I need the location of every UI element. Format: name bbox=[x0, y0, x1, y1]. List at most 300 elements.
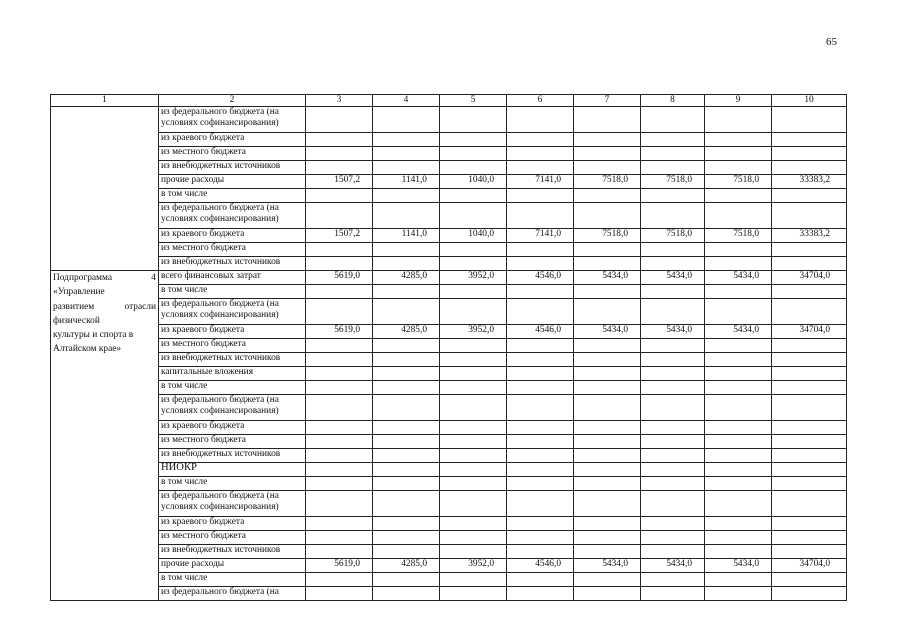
value-cell bbox=[306, 491, 373, 517]
value-cell: 7518,0 bbox=[574, 229, 641, 243]
value-cell: 1141,0 bbox=[373, 229, 440, 243]
value-cell bbox=[306, 203, 373, 229]
row-label: из местного бюджета bbox=[159, 531, 306, 545]
table-row bbox=[51, 573, 847, 587]
value-cell bbox=[705, 545, 772, 559]
value-cell: 3952,0 bbox=[440, 325, 507, 339]
table-row bbox=[51, 353, 847, 367]
value-cell bbox=[373, 545, 440, 559]
value-cell bbox=[641, 395, 705, 421]
value-cell bbox=[440, 381, 507, 395]
value-cell bbox=[373, 243, 440, 257]
value-cell bbox=[507, 545, 574, 559]
value-cell bbox=[440, 203, 507, 229]
value-cell bbox=[705, 491, 772, 517]
value-cell bbox=[373, 189, 440, 203]
row-label: в том числе bbox=[159, 573, 306, 587]
value-cell: 1141,0 bbox=[373, 175, 440, 189]
value-cell bbox=[440, 573, 507, 587]
value-cell bbox=[705, 161, 772, 175]
value-cell bbox=[373, 299, 440, 325]
value-cell: 34704,0 bbox=[772, 271, 847, 285]
value-cell bbox=[306, 339, 373, 353]
page-number: 65 bbox=[826, 36, 837, 48]
value-cell bbox=[574, 285, 641, 299]
value-cell bbox=[306, 477, 373, 491]
value-cell bbox=[306, 107, 373, 133]
value-cell bbox=[641, 449, 705, 463]
value-cell: 33383,2 bbox=[772, 175, 847, 189]
table-row bbox=[51, 299, 847, 325]
value-cell bbox=[574, 147, 641, 161]
value-cell bbox=[705, 107, 772, 133]
table-row bbox=[51, 325, 847, 339]
table-row bbox=[51, 285, 847, 299]
value-cell: 4546,0 bbox=[507, 559, 574, 573]
value-cell bbox=[440, 463, 507, 477]
value-cell bbox=[705, 257, 772, 271]
value-cell bbox=[373, 339, 440, 353]
value-cell bbox=[507, 203, 574, 229]
value-cell bbox=[306, 367, 373, 381]
value-cell: 1507,2 bbox=[306, 175, 373, 189]
value-cell bbox=[641, 545, 705, 559]
row-label: в том числе bbox=[159, 477, 306, 491]
value-cell bbox=[574, 367, 641, 381]
value-cell bbox=[440, 257, 507, 271]
value-cell bbox=[641, 257, 705, 271]
value-cell bbox=[507, 517, 574, 531]
value-cell: 5619,0 bbox=[306, 325, 373, 339]
value-cell bbox=[306, 463, 373, 477]
column-header-1: 1 bbox=[51, 95, 159, 107]
value-cell bbox=[373, 395, 440, 421]
value-cell bbox=[574, 517, 641, 531]
value-cell bbox=[440, 587, 507, 601]
value-cell bbox=[306, 449, 373, 463]
value-cell bbox=[306, 257, 373, 271]
value-cell bbox=[373, 435, 440, 449]
value-cell bbox=[574, 161, 641, 175]
column-header-3: 3 bbox=[306, 95, 373, 107]
table-row bbox=[51, 107, 847, 133]
value-cell bbox=[507, 367, 574, 381]
table-row bbox=[51, 339, 847, 353]
value-cell bbox=[772, 147, 847, 161]
table-row bbox=[51, 161, 847, 175]
value-cell: 5434,0 bbox=[641, 325, 705, 339]
value-cell: 4285,0 bbox=[373, 271, 440, 285]
table-row bbox=[51, 421, 847, 435]
value-cell: 34704,0 bbox=[772, 559, 847, 573]
subprogram-title-line: «Управление bbox=[53, 287, 105, 298]
value-cell bbox=[641, 477, 705, 491]
value-cell bbox=[440, 491, 507, 517]
value-cell bbox=[373, 161, 440, 175]
value-cell bbox=[440, 477, 507, 491]
table-row bbox=[51, 545, 847, 559]
value-cell bbox=[507, 353, 574, 367]
column-header-4: 4 bbox=[373, 95, 440, 107]
value-cell bbox=[705, 477, 772, 491]
value-cell bbox=[373, 573, 440, 587]
value-cell bbox=[373, 587, 440, 601]
value-cell bbox=[507, 299, 574, 325]
value-cell bbox=[373, 449, 440, 463]
value-cell bbox=[373, 203, 440, 229]
value-cell bbox=[440, 395, 507, 421]
value-cell bbox=[306, 147, 373, 161]
row-label: из краевого бюджета bbox=[159, 421, 306, 435]
value-cell: 4285,0 bbox=[373, 325, 440, 339]
table-row bbox=[51, 133, 847, 147]
value-cell bbox=[641, 189, 705, 203]
value-cell bbox=[574, 299, 641, 325]
empty-program-cell bbox=[51, 107, 159, 271]
value-cell bbox=[641, 491, 705, 517]
value-cell bbox=[641, 517, 705, 531]
value-cell: 7518,0 bbox=[705, 229, 772, 243]
value-cell bbox=[507, 243, 574, 257]
value-cell bbox=[373, 367, 440, 381]
value-cell bbox=[574, 395, 641, 421]
value-cell bbox=[440, 449, 507, 463]
value-cell bbox=[507, 395, 574, 421]
value-cell: 5434,0 bbox=[705, 559, 772, 573]
value-cell bbox=[641, 353, 705, 367]
value-cell bbox=[705, 339, 772, 353]
column-header-8: 8 bbox=[641, 95, 705, 107]
value-cell bbox=[507, 463, 574, 477]
column-header-7: 7 bbox=[574, 95, 641, 107]
value-cell: 5619,0 bbox=[306, 559, 373, 573]
value-cell bbox=[574, 257, 641, 271]
value-cell bbox=[705, 189, 772, 203]
table-row bbox=[51, 531, 847, 545]
value-cell bbox=[705, 449, 772, 463]
row-label: капитальные вложения bbox=[159, 367, 306, 381]
value-cell bbox=[641, 367, 705, 381]
value-cell bbox=[507, 449, 574, 463]
value-cell bbox=[772, 381, 847, 395]
value-cell bbox=[772, 517, 847, 531]
value-cell bbox=[373, 477, 440, 491]
value-cell bbox=[641, 107, 705, 133]
table-row bbox=[51, 229, 847, 243]
value-cell bbox=[641, 435, 705, 449]
value-cell bbox=[772, 299, 847, 325]
value-cell bbox=[373, 353, 440, 367]
value-cell bbox=[641, 531, 705, 545]
value-cell bbox=[705, 285, 772, 299]
value-cell bbox=[772, 573, 847, 587]
value-cell: 5434,0 bbox=[705, 271, 772, 285]
value-cell bbox=[440, 189, 507, 203]
value-cell bbox=[373, 517, 440, 531]
value-cell: 7141,0 bbox=[507, 175, 574, 189]
value-cell bbox=[641, 243, 705, 257]
value-cell bbox=[440, 243, 507, 257]
value-cell bbox=[306, 353, 373, 367]
value-cell bbox=[306, 161, 373, 175]
value-cell bbox=[772, 491, 847, 517]
value-cell bbox=[440, 161, 507, 175]
value-cell bbox=[772, 435, 847, 449]
value-cell bbox=[772, 285, 847, 299]
value-cell bbox=[772, 477, 847, 491]
table-row bbox=[51, 449, 847, 463]
row-label: из краевого бюджета bbox=[159, 229, 306, 243]
value-cell bbox=[373, 381, 440, 395]
value-cell bbox=[373, 107, 440, 133]
value-cell bbox=[440, 285, 507, 299]
value-cell bbox=[705, 133, 772, 147]
value-cell: 4546,0 bbox=[507, 271, 574, 285]
row-label: из внебюджетных источников bbox=[159, 257, 306, 271]
value-cell bbox=[440, 299, 507, 325]
table-row bbox=[51, 367, 847, 381]
value-cell bbox=[772, 161, 847, 175]
row-label: в том числе bbox=[159, 189, 306, 203]
value-cell bbox=[507, 573, 574, 587]
value-cell: 5434,0 bbox=[641, 271, 705, 285]
value-cell bbox=[574, 477, 641, 491]
value-cell bbox=[306, 395, 373, 421]
value-cell bbox=[574, 587, 641, 601]
value-cell bbox=[574, 491, 641, 517]
value-cell bbox=[440, 531, 507, 545]
value-cell: 5434,0 bbox=[574, 271, 641, 285]
value-cell bbox=[507, 587, 574, 601]
value-cell bbox=[574, 133, 641, 147]
value-cell bbox=[306, 531, 373, 545]
table-row bbox=[51, 189, 847, 203]
value-cell bbox=[507, 147, 574, 161]
value-cell bbox=[507, 161, 574, 175]
value-cell bbox=[306, 517, 373, 531]
value-cell bbox=[641, 381, 705, 395]
value-cell bbox=[705, 587, 772, 601]
row-label: из внебюджетных источников bbox=[159, 161, 306, 175]
financing-table bbox=[50, 94, 847, 601]
value-cell bbox=[306, 587, 373, 601]
column-header-9: 9 bbox=[705, 95, 772, 107]
table-row bbox=[51, 395, 847, 421]
value-cell bbox=[507, 285, 574, 299]
value-cell: 7141,0 bbox=[507, 229, 574, 243]
value-cell bbox=[574, 545, 641, 559]
value-cell bbox=[705, 147, 772, 161]
value-cell bbox=[705, 353, 772, 367]
value-cell bbox=[507, 133, 574, 147]
subprogram-title-line: физической bbox=[53, 315, 100, 326]
value-cell bbox=[306, 421, 373, 435]
table-row bbox=[51, 243, 847, 257]
value-cell: 4546,0 bbox=[507, 325, 574, 339]
value-cell bbox=[574, 203, 641, 229]
value-cell: 7518,0 bbox=[641, 175, 705, 189]
value-cell bbox=[507, 491, 574, 517]
value-cell bbox=[507, 531, 574, 545]
value-cell bbox=[641, 339, 705, 353]
table-row bbox=[51, 203, 847, 229]
table-row bbox=[51, 147, 847, 161]
row-label: из внебюджетных источников bbox=[159, 545, 306, 559]
value-cell bbox=[705, 299, 772, 325]
row-label: из краевого бюджета bbox=[159, 517, 306, 531]
value-cell: 7518,0 bbox=[641, 229, 705, 243]
table-row bbox=[51, 381, 847, 395]
row-label: прочие расходы bbox=[159, 175, 306, 189]
value-cell bbox=[373, 147, 440, 161]
table-row bbox=[51, 257, 847, 271]
row-label: из федерального бюджета (на условиях софинансирования) bbox=[159, 299, 306, 325]
value-cell bbox=[772, 545, 847, 559]
header-row bbox=[51, 95, 847, 107]
value-cell bbox=[772, 133, 847, 147]
value-cell bbox=[306, 573, 373, 587]
value-cell bbox=[574, 421, 641, 435]
value-cell bbox=[507, 421, 574, 435]
value-cell: 34704,0 bbox=[772, 325, 847, 339]
value-cell: 4285,0 bbox=[373, 559, 440, 573]
subprogram-title-line: Подпрограмма 4 bbox=[53, 273, 156, 283]
value-cell bbox=[574, 339, 641, 353]
value-cell bbox=[373, 257, 440, 271]
value-cell bbox=[507, 339, 574, 353]
value-cell bbox=[641, 133, 705, 147]
value-cell bbox=[440, 353, 507, 367]
row-label: из краевого бюджета bbox=[159, 133, 306, 147]
value-cell bbox=[574, 353, 641, 367]
value-cell bbox=[440, 133, 507, 147]
value-cell bbox=[306, 381, 373, 395]
row-label: из внебюджетных источников bbox=[159, 449, 306, 463]
value-cell bbox=[574, 573, 641, 587]
row-label: из федерального бюджета (на условиях софинансирования) bbox=[159, 491, 306, 517]
value-cell bbox=[373, 531, 440, 545]
value-cell bbox=[574, 463, 641, 477]
value-cell: 5434,0 bbox=[705, 325, 772, 339]
table-row bbox=[51, 477, 847, 491]
row-label: прочие расходы bbox=[159, 559, 306, 573]
value-cell: 7518,0 bbox=[574, 175, 641, 189]
value-cell bbox=[705, 381, 772, 395]
column-header-5: 5 bbox=[440, 95, 507, 107]
row-label: из федерального бюджета (на условиях софинансирования) bbox=[159, 395, 306, 421]
column-header-2: 2 bbox=[159, 95, 306, 107]
value-cell: 33383,2 bbox=[772, 229, 847, 243]
table-row bbox=[51, 517, 847, 531]
row-label: из местного бюджета bbox=[159, 243, 306, 257]
row-label: из внебюджетных источников bbox=[159, 353, 306, 367]
value-cell bbox=[705, 435, 772, 449]
value-cell bbox=[705, 421, 772, 435]
value-cell bbox=[440, 435, 507, 449]
value-cell bbox=[705, 203, 772, 229]
value-cell bbox=[306, 299, 373, 325]
value-cell: 5434,0 bbox=[574, 325, 641, 339]
value-cell bbox=[772, 243, 847, 257]
value-cell bbox=[440, 339, 507, 353]
value-cell bbox=[641, 147, 705, 161]
value-cell bbox=[507, 381, 574, 395]
value-cell: 3952,0 bbox=[440, 559, 507, 573]
value-cell bbox=[306, 189, 373, 203]
value-cell bbox=[772, 421, 847, 435]
value-cell bbox=[373, 491, 440, 517]
value-cell bbox=[772, 587, 847, 601]
value-cell bbox=[772, 107, 847, 133]
value-cell bbox=[574, 243, 641, 257]
value-cell bbox=[705, 367, 772, 381]
value-cell bbox=[574, 189, 641, 203]
row-label: в том числе bbox=[159, 285, 306, 299]
row-label: в том числе bbox=[159, 381, 306, 395]
row-label: из местного бюджета bbox=[159, 339, 306, 353]
row-label: из краевого бюджета bbox=[159, 325, 306, 339]
value-cell bbox=[705, 531, 772, 545]
table-row bbox=[51, 271, 847, 285]
value-cell bbox=[772, 339, 847, 353]
value-cell: 7518,0 bbox=[705, 175, 772, 189]
table-row bbox=[51, 175, 847, 189]
value-cell bbox=[772, 257, 847, 271]
value-cell bbox=[772, 463, 847, 477]
value-cell bbox=[772, 189, 847, 203]
value-cell bbox=[507, 435, 574, 449]
value-cell bbox=[507, 257, 574, 271]
value-cell bbox=[641, 463, 705, 477]
value-cell bbox=[440, 545, 507, 559]
value-cell: 3952,0 bbox=[440, 271, 507, 285]
value-cell bbox=[705, 395, 772, 421]
value-cell bbox=[705, 463, 772, 477]
value-cell bbox=[306, 435, 373, 449]
value-cell bbox=[641, 421, 705, 435]
value-cell bbox=[440, 147, 507, 161]
value-cell bbox=[772, 395, 847, 421]
value-cell: 5434,0 bbox=[641, 559, 705, 573]
value-cell bbox=[306, 243, 373, 257]
value-cell bbox=[507, 107, 574, 133]
value-cell bbox=[705, 243, 772, 257]
value-cell bbox=[306, 133, 373, 147]
value-cell bbox=[373, 421, 440, 435]
value-cell bbox=[440, 367, 507, 381]
value-cell bbox=[705, 573, 772, 587]
value-cell bbox=[306, 285, 373, 299]
row-label: из местного бюджета bbox=[159, 147, 306, 161]
value-cell: 5619,0 bbox=[306, 271, 373, 285]
row-label: из федерального бюджета (на bbox=[159, 587, 306, 601]
value-cell bbox=[641, 285, 705, 299]
row-label: из местного бюджета bbox=[159, 435, 306, 449]
table-row bbox=[51, 463, 847, 477]
value-cell bbox=[772, 203, 847, 229]
row-label: из федерального бюджета (на условиях софинансирования) bbox=[159, 203, 306, 229]
value-cell bbox=[705, 517, 772, 531]
value-cell bbox=[440, 107, 507, 133]
value-cell bbox=[772, 531, 847, 545]
value-cell bbox=[306, 545, 373, 559]
value-cell bbox=[641, 161, 705, 175]
value-cell bbox=[574, 435, 641, 449]
row-label: всего финансовых затрат bbox=[159, 271, 306, 285]
value-cell: 5434,0 bbox=[574, 559, 641, 573]
subprogram-title-cell bbox=[51, 271, 159, 601]
value-cell bbox=[507, 477, 574, 491]
